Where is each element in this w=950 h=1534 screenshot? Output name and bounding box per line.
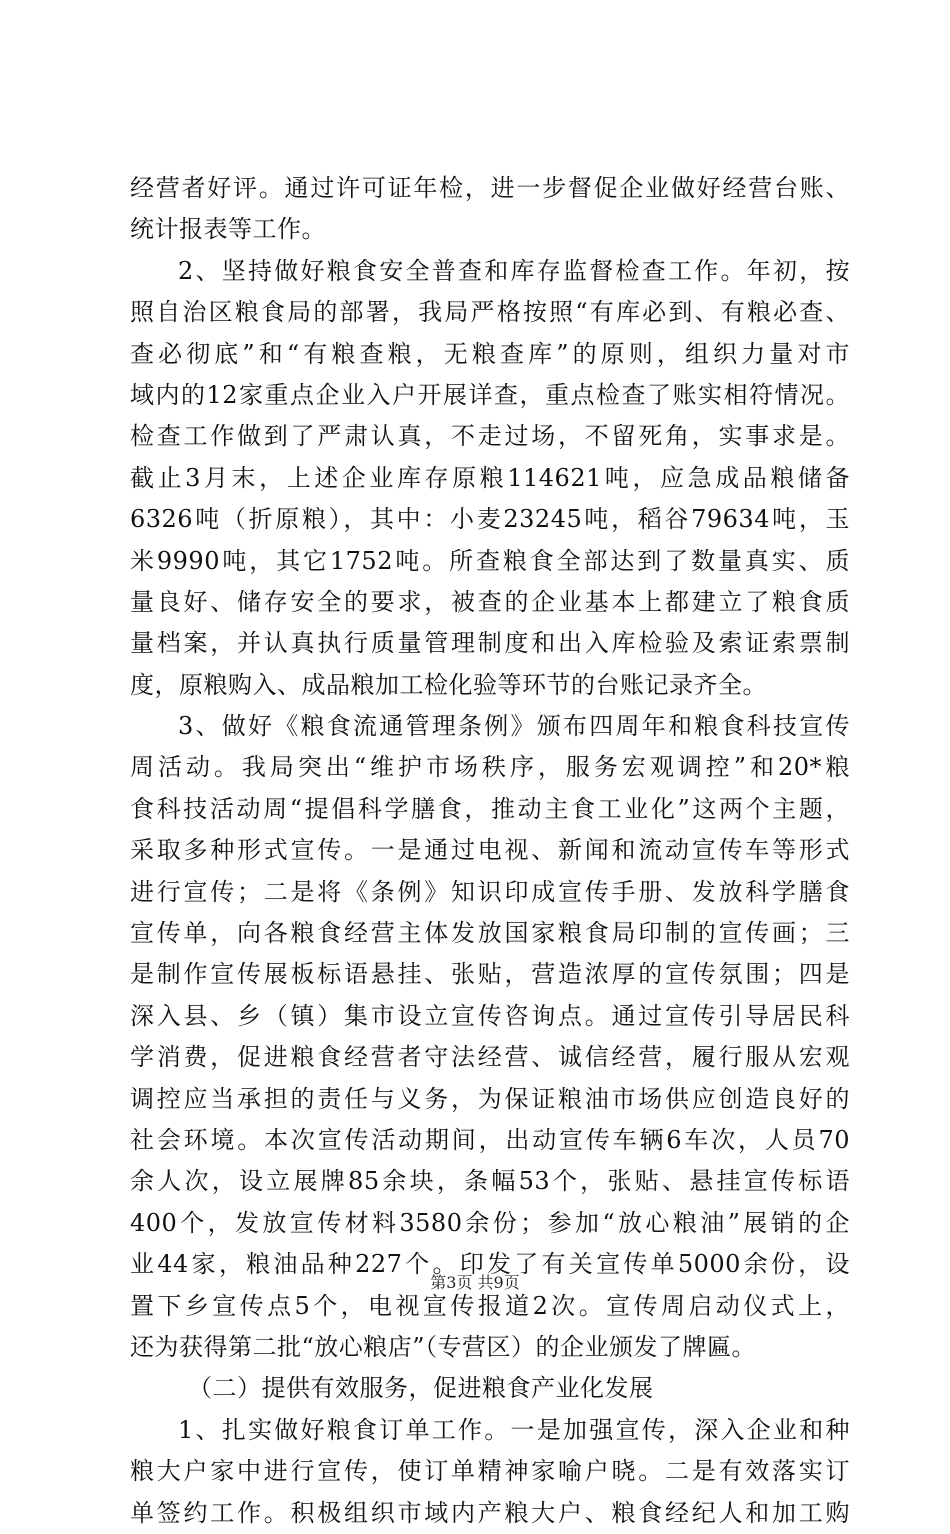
text-line: 单签约工作。积极组织市域内产粮大户、粮食经纪人和加工购 bbox=[130, 1498, 850, 1527]
text-line: 经营者好评。通过许可证年检，进一步督促企业做好经营台账、 bbox=[130, 174, 850, 202]
text-line: 域内的12家重点企业入户开展详查，重点检查了账实相符情况。 bbox=[130, 380, 850, 409]
text-line: 余人次，设立展牌85余块，条幅53个，张贴、悬挂宣传标语 bbox=[130, 1167, 850, 1196]
text-line: 置下乡宣传点5个，电视宣传报道2次。宣传周启动仪式上， bbox=[130, 1291, 850, 1320]
text-line: 检查工作做到了严肃认真，不走过场，不留死角，实事求是。 bbox=[130, 422, 850, 451]
text-line: 调控应当承担的责任与义务，为保证粮油市场供应创造良好的 bbox=[130, 1084, 850, 1113]
text-line: 截止3月末，上述企业库存原粮114621吨，应急成品粮储备 bbox=[130, 463, 850, 492]
text-line: 统计报表等工作。 bbox=[130, 215, 326, 244]
text-line: 深入县、乡（镇）集市设立宣传咨询点。通过宣传引导居民科 bbox=[130, 1001, 850, 1030]
text-line: 学消费，促进粮食经营者守法经营、诚信经营，履行服从宏观 bbox=[130, 1043, 850, 1072]
text-line: 1、扎实做好粮食订单工作。一是加强宣传，深入企业和种 bbox=[178, 1415, 850, 1444]
text-line: 量档案，并认真执行质量管理制度和出入库检验及索证索票制 bbox=[130, 629, 850, 658]
page-footer: 第3页 共9页 bbox=[430, 1273, 520, 1292]
text-line: 宣传单，向各粮食经营主体发放国家粮食局印制的宣传画；三 bbox=[130, 919, 850, 948]
text-line: 社会环境。本次宣传活动期间，出动宣传车辆6车次，人员70 bbox=[130, 1125, 850, 1154]
text-line: 采取多种形式宣传。一是通过电视、新闻和流动宣传车等形式 bbox=[130, 836, 850, 865]
document-body bbox=[130, 168, 850, 1534]
text-line: 度，原粮购入、成品粮加工检化验等环节的台账记录齐全。 bbox=[130, 670, 767, 699]
text-line: 400个，发放宣传材料3580余份；参加“放心粮油”展销的企 bbox=[130, 1208, 850, 1237]
text-line: 粮大户家中进行宣传，使订单精神家喻户晓。二是有效落实订 bbox=[130, 1457, 850, 1486]
text-line: 食科技活动周“提倡科学膳食，推动主食工业化”这两个主题， bbox=[130, 794, 850, 823]
section-heading: （二）提供有效服务，促进粮食产业化发展 bbox=[188, 1374, 654, 1403]
text-line: 米9990吨，其它1752吨。所查粮食全部达到了数量真实、质 bbox=[130, 546, 850, 575]
text-line: 业44家，粮油品种227个。印发了有关宣传单5000余份，设 bbox=[130, 1250, 850, 1279]
text-line: 查必彻底”和“有粮查粮，无粮查库”的原则，组织力量对市 bbox=[130, 339, 850, 368]
text-line: 3、做好《粮食流通管理条例》颁布四周年和粮食科技宣传 bbox=[178, 712, 850, 741]
text-line: 进行宣传；二是将《条例》知识印成宣传手册、发放科学膳食 bbox=[130, 877, 850, 906]
text-line: 周活动。我局突出“维护市场秩序，服务宏观调控”和20*粮 bbox=[130, 753, 850, 782]
text-line: 2、坚持做好粮食安全普查和库存监督检查工作。年初，按 bbox=[178, 256, 850, 285]
text-line: 量良好、储存安全的要求，被查的企业基本上都建立了粮食质 bbox=[130, 587, 850, 616]
text-line: 是制作宣传展板标语悬挂、张贴，营造浓厚的宣传氛围；四是 bbox=[130, 960, 850, 989]
text-line: 照自治区粮食局的部署，我局严格按照“有库必到、有粮必查、 bbox=[130, 298, 850, 327]
text-line: 还为获得第二批“放心粮店”（专营区）的企业颁发了牌匾。 bbox=[130, 1332, 757, 1361]
text-line: 6326吨（折原粮），其中：小麦23245吨，稻谷79634吨，玉 bbox=[130, 505, 850, 534]
